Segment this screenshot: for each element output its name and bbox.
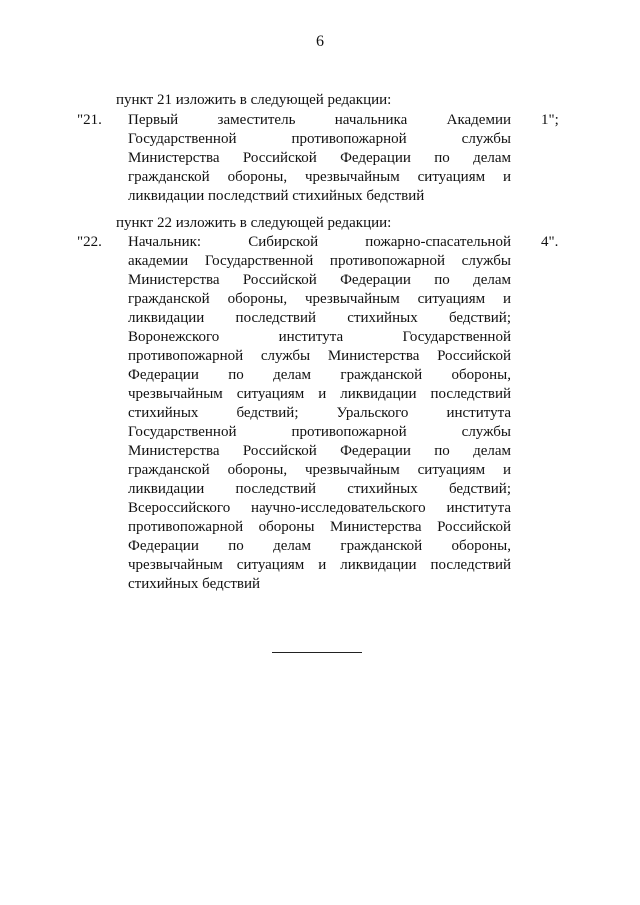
- text-line: Федерации по делам гражданской обороны,: [128, 367, 511, 383]
- text-line: Воронежского института Государственной: [128, 329, 511, 345]
- item-text-22: [128, 233, 511, 594]
- item-quantity-21: 1";: [541, 112, 559, 128]
- text-line: противопожарной обороны Министерства Российской: [128, 519, 511, 535]
- text-line: гражданской обороны, чрезвычайным ситуациям и: [128, 462, 511, 478]
- text-line: противопожарной службы Министерства Российской: [128, 348, 511, 364]
- text-line: Государственной противопожарной службы: [128, 131, 511, 147]
- instruction-item-21: пункт 21 изложить в следующей редакции:: [116, 92, 392, 108]
- text-line: чрезвычайным ситуациям и ликвидации последствий: [128, 386, 511, 402]
- text-line: ликвидации последствий стихийных бедствий;: [128, 310, 511, 326]
- text-line: Государственной противопожарной службы: [128, 424, 511, 440]
- item-number-21: "21.: [77, 112, 102, 128]
- text-line: стихийных бедствий; Уральского института: [128, 405, 511, 421]
- text-line: ликвидации последствий стихийных бедствий: [128, 188, 425, 204]
- text-line: Министерства Российской Федерации по делам: [128, 272, 511, 288]
- item-quantity-22: 4".: [541, 234, 559, 250]
- text-line: гражданской обороны, чрезвычайным ситуациям и: [128, 169, 511, 185]
- instruction-item-22: пункт 22 изложить в следующей редакции:: [116, 215, 392, 231]
- text-line: академии Государственной противопожарной службы: [128, 253, 511, 269]
- text-line: ликвидации последствий стихийных бедствий;: [128, 481, 511, 497]
- text-line: стихийных бедствий: [128, 576, 261, 592]
- text-line: Федерации по делам гражданской обороны,: [128, 538, 511, 554]
- text-line: Первый заместитель начальника Академии: [128, 112, 511, 128]
- text-line: Министерства Российской Федерации по делам: [128, 443, 511, 459]
- item-text-21: [128, 111, 511, 206]
- page-number: 6: [316, 33, 324, 50]
- text-line: Начальник: Сибирской пожарно-спасательной: [128, 234, 511, 250]
- text-line: Министерства Российской Федерации по делам: [128, 150, 511, 166]
- text-line: чрезвычайным ситуациям и ликвидации последствий: [128, 557, 511, 573]
- item-number-22: "22.: [77, 234, 102, 250]
- end-divider: [272, 652, 362, 653]
- text-line: гражданской обороны, чрезвычайным ситуациям и: [128, 291, 511, 307]
- text-line: Всероссийского научно-исследовательского института: [128, 500, 511, 516]
